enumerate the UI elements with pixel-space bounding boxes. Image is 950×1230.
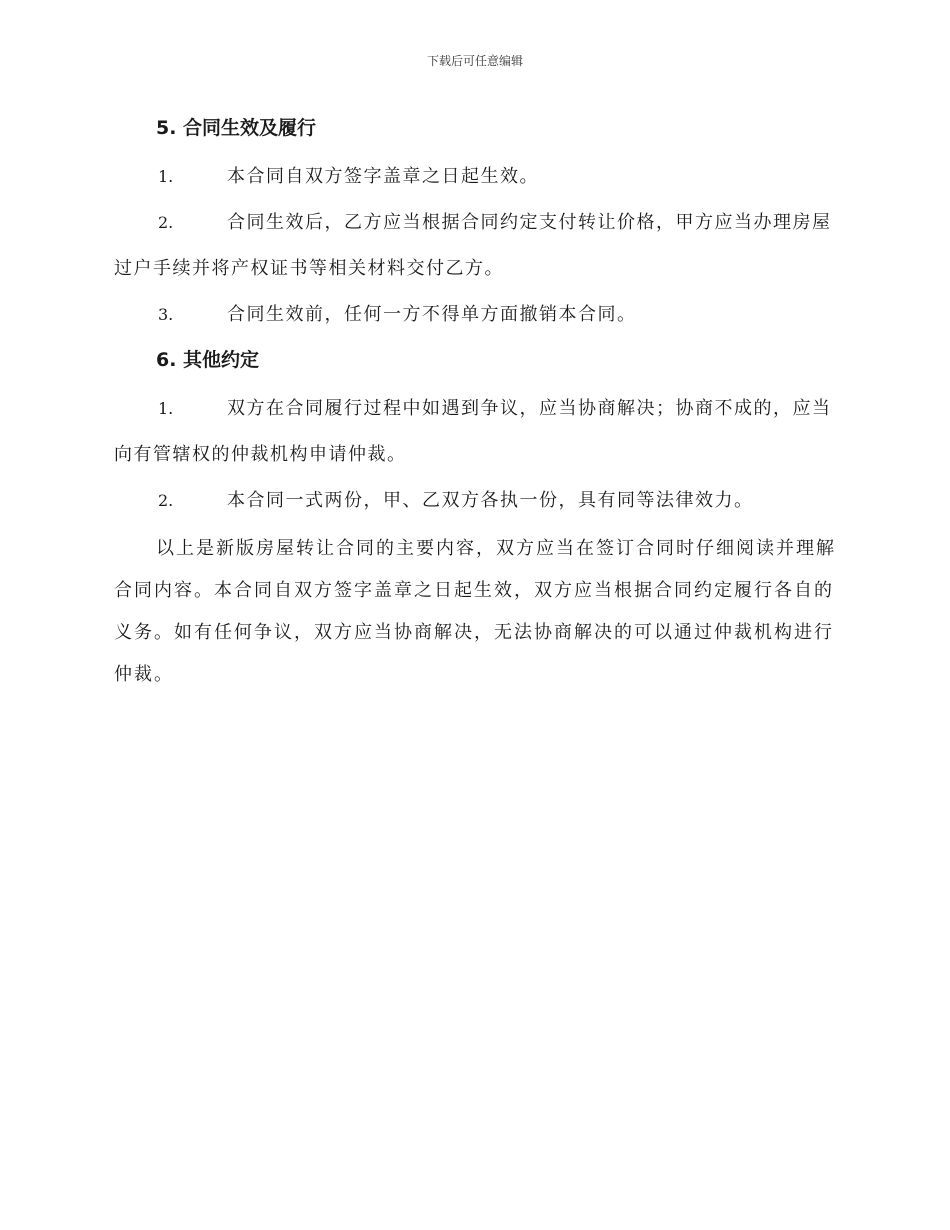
page-header: 下载后可任意编辑 [426,54,523,68]
section-6-item-1 [114,386,836,478]
item-number: 2. [158,491,174,510]
section-5-item-1 [114,154,836,200]
item-text: 双方在合同履行过程中如遇到争议，应当协商解决；协商不成的，应当向有管辖权的仲裁机构申请仲裁。 [114,398,832,465]
document-body [114,108,836,696]
item-text: 合同生效前，任何一方不得单方面撤销本合同。 [227,304,637,325]
section-5-heading: 5. 合同生效及履行 [156,117,317,139]
conclusion-paragraph: 以上是新版房屋转让合同的主要内容，双方应当在签订合同时仔细阅读并理解合同内容。本合同自双方签字盖章之日起生效，双方应当根据合同约定履行各自的义务。如有任何争议，双方应当协商解决，无法协商解决的可以通过仲裁机构进行仲裁。 [114,538,836,685]
item-text: 合同生效后，乙方应当根据合同约定支付转让价格，甲方应当办理房屋过户手续并将产权证书等相关材料交付乙方。 [114,212,832,279]
item-number: 1. [158,167,174,186]
item-number: 2. [158,213,174,232]
item-text: 本合同一式两份，甲、乙双方各执一份，具有同等法律效力。 [227,490,754,511]
section-5-item-3 [114,292,836,338]
section-5-item-2 [114,200,836,292]
section-6-item-2 [114,478,836,524]
item-number: 1. [158,399,174,418]
item-text: 本合同自双方签字盖章之日起生效。 [227,166,539,187]
item-number: 3. [158,305,174,324]
section-6-heading: 6. 其他约定 [156,349,260,371]
